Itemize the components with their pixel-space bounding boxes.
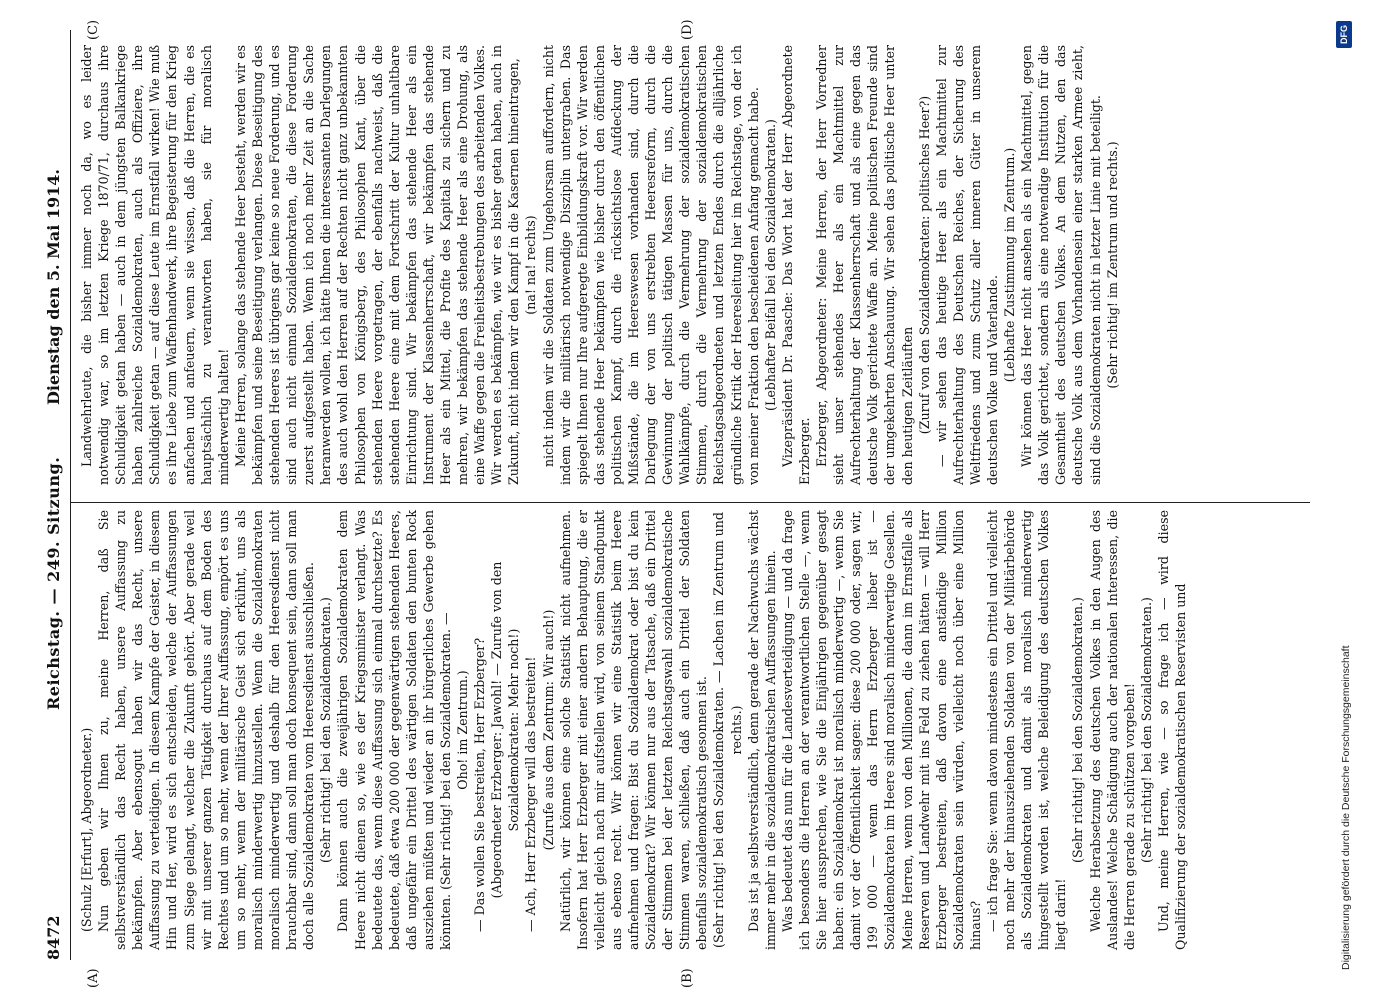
paragraph: nicht indem wir die Soldaten zum Ungehorsam auffordern, nicht indem wir die militärisch notwendige Disziplin untergraben. Das spiegelt Ihnen nur Ihre aufgeregte Einbildungskraft vor. Wir werden das stehende Heer bekämpfen wie bisher durch den öffentlichen politischen Kampf, durch die rücksichtslose Aufdeckung der Mißstände, die im Heereswesen vorhanden sind, durch die Darlegung der von uns erstrebten Heeresreform, durch die Gewinnung der politisch tätigen Massen für uns, durch die Wahlkämpfe, durch die Vermehrung der sozialdemokratischen Stimmen, durch die Vermehrung der sozialdemokratischen Reichstagsabgeordneten und letzten Endes durch die alljährliche gründliche Kritik der Heeresleitung hier im Reichstage, von der ich von meiner Fraktion den bescheidenen Anfang gemacht habe. — [540, 45, 761, 485]
interjection: (Lebhafter Beifall bei den Sozialdemokraten.) — [762, 119, 778, 411]
interjection: (Sehr richtig! im Zentrum und rechts.) — [1104, 141, 1120, 389]
text-column-right — [78, 45, 1121, 485]
margin-marker-c: (C) — [86, 19, 101, 40]
paragraph: Erzberger, Abgeordneter: Meine Herren, der Herr Vorredner sieht unser stehendes Heer als ein Machtmittel zur Aufrechterhaltung der Klassenherrschaft und als eine gegen das deutsche Volk gerichtete Waffe an. Meine politischen Freunde sind der umgekehrten Anschauung. Wir sehen das politische Heer unter den heutigen Zeitläuften — [814, 45, 915, 485]
paragraph: — Ach, Herr Erzberger will das bestreiten! — [523, 656, 539, 932]
column-divider — [70, 502, 1310, 503]
margin-marker-d: (D) — [680, 19, 695, 40]
paragraph: — wir sehen das heutige Heer als ein Machtmittel zur Aufrechterhaltung des Deutschen Reiches, der Sicherung des Weltfriedens und zum Schutz aller inneren Güter in unserem deutschen Volke und Vaterlande. — [933, 45, 1000, 485]
paragraph: Was bedeutet das nun für die Landesverteidigung — und da frage ich besonders die Herren an der verantwortlichen Stelle —, wenn Sie hier aussprechen, wie Sie die Einjährigen gegenüber gesagt haben: ein Sozialdemokrat ist moralisch minderwertig —, wenn Sie damit vor der Öffentlichkeit sagen: diese 200 000 oder, sagen wir, 199 000 — wenn das Herrn Erzberger lieber ist — Sozialdemokraten im Heere sind moralisch minderwertige Gesellen. Meine Herren, wenn von den Millionen, die dann im Ernstfalle als Reserven und Landwehr mit ins Feld zu ziehen hätten — will Herr Erzberger bestreiten, daß davon eine anständige Million Sozialdemokraten sein würden, vielleicht noch über eine Million hinaus? — [779, 510, 983, 950]
paragraph: Landwehrleute, die bisher immer noch da, wo es leider notwendig war, so im letzten Kriege 1870/71, durchaus ihre Schuldigkeit getan haben — auch in dem jüngsten Balkankriege haben zahlreiche Sozialdemokraten, auch als Offiziere, ihre Schuldigkeit getan — auf diese Leute im Ernstfall wirken! Wie muß es ihre Liebe zum Waffenhandwerk, ihre Begeisterung für den Krieg anfachen und anfeuern, wenn sie wissen, daß die Herren, die es hauptsächlich zu verantworten haben, sie für moralisch minderwertig halten! — [79, 45, 231, 485]
interjection: (Abgeordneter Erzberger: Jawohl! — Zurufe von den Sozialdemokraten: Mehr noch!) — [489, 561, 522, 899]
interjection: (Sehr richtig! bei den Sozialdemokraten.) — [318, 597, 334, 863]
interjection: (Zuruf von den Sozialdemokraten: politisches Heer?) — [916, 95, 932, 435]
paragraph: — Das wollen Sie bestreiten, Herr Erzberger? — [472, 637, 488, 932]
interjection: Oho! im Zentrum.) — [455, 670, 471, 790]
paragraph: — ich frage Sie: wenn davon mindestens ein Drittel und vielleicht noch mehr der hinausziehenden Soldaten von der Militärbehörde als Sozialdemokraten und damit als moralisch minderwertig hingestellt worden ist, welche Beleidigung des deutschen Volkes liegt darin! — [984, 510, 1069, 950]
interjection: (Sehr richtig! bei den Sozialdemokraten.) — [1138, 597, 1154, 863]
page-header — [38, 30, 68, 960]
interjection: (na! na! rechts) — [523, 215, 539, 315]
paragraph: Dann können auch die zweijährigen Sozialdemokraten dem Heere nicht dienen so, wie es der Kriegsminister verlangt. Was bedeutete das, wenn diese Auffassung sich einmal durchsetzte? Es bedeutete, daß etwa 200 000 der gegenwärtigen stehenden Heeres, daß ungefähr ein Drittel des wärtigen Soldaten den bunten Rock ausziehen müßten und wieder an ihr bürgerliches Gewerbe gehen könnten. (Sehr richtig! bei den Sozialdemokraten. — — [335, 510, 453, 950]
dfg-logo: DFG — [1336, 21, 1352, 48]
margin-marker-b: (B) — [680, 968, 695, 988]
interjection: (Lebhafte Zustimmung im Zentrum.) — [1002, 147, 1018, 383]
paragraph: Nun geben wir Ihnen zu, meine Herren, daß Sie selbstverständlich das Recht haben, unsere Auffassung zu bekämpfen. Aber ebensogut haben wir das Recht, unsere Auffassung zu verteidigen. In diesem Kampfe der Geister, in diesem Hin und Her, wird es sich entscheiden, welche der Auffassungen zum Siege gelangt, welcher die Zukunft gehört. Aber gerade weil wir mit unserer ganzen Tätigkeit durchaus auf dem Boden des Rechtes und um so mehr, wenn der Ihrer Auffassung, empört es uns um so mehr, wenn der militärische Geist sich erkühnt, uns als moralisch minderwertig hinzustellen. Wenn die Sozialdemokraten moralisch minderwertig und deshalb für den Heeresdienst nicht brauchbar sind, dann soll man doch konsequent sein, dann soll man doch alle Sozialdemokraten vom Heeresdienst ausschließen. — [96, 510, 317, 950]
paragraph: Und, meine Herren, wie — so frage ich — wird diese Qualifizierung der sozialdemokratischen Reservisten und — [1155, 510, 1188, 950]
digitization-credit: Digitalisierung gefördert durch die Deutsche Forschungsgemeinschaft — [1340, 645, 1352, 970]
paragraph: Welche Herabsetzung des deutschen Volkes in den Augen des Auslandes! Welche Schädigung auch der nationalen Interessen, die die Herren gerade zu schützen vorgeben! — [1087, 510, 1137, 950]
interjection: (Zurufe aus dem Zentrum: Wir auch!) — [540, 609, 556, 851]
paragraph: Das ist ja selbstverständlich, denn gerade der Nachwuchs wächst immer mehr in die sozialdemokratischen Auffassungen hinein. — [745, 510, 778, 950]
paragraph: Natürlich, wir können eine solche Statistik nicht aufnehmen. Insofern hat Herr Erzberger mit einer andern Behauptung, die er vielleicht gleich nach mir aufstellen wird, von seinem Standpunkt aus ebenso recht. Wir können wir eine Statistik beim Heere aufnehmen und fragen: Bist du Sozialdemokrat oder bist du kein Sozialdemokrat? Wir können nur aus der Tatsache, daß ein Drittel der Stimmen bei der letzten Reichstagswahl sozialdemokratische Stimmen waren, schließen, daß auch ein Drittel der Soldaten ebenfalls sozialdemokratisch gesonnen ist. — [557, 510, 710, 950]
paragraph: Meine Herren, solange das stehende Heer besteht, werden wir es bekämpfen und seine Beseitigung verlangen. Diese Beseitigung des stehenden Heeres ist übrigens gar keine so neue Forderung, und es sind auch nicht einmal Sozialdemokraten, die diese Forderung zuerst aufgestellt haben. Wenn ich noch mehr Zeit an die Sache heranwerden wollen, ich hätte Ihnen die interessanten Darlegungen des auch wohl den Herren auf der Rechten nicht ganz unbekannten Philosophen von Königsberg, des Philosophen Kant, über die stehenden Heere vorgetragen, der ebenfalls nachweist, daß die stehenden Heere eine mit dem Fortschritt der Kultur unhaltbare Einrichtung sind. Wir bekämpfen das stehende Heer als ein Instrument der Klassenherrschaft, wir bekämpfen das stehende Heer als ein Mittel, die Profite des Kapitals zu sichern und zu mehren, wir bekämpfen das stehende Heer als eine Drohung, als eine Waffe gegen die Freiheitsbestrebungen des arbeitenden Volkes. Wir werden es bekämpfen, wie wir es bisher getan haben, auch in Zukunft, nicht indem wir den Kampf in die Kasernen hineintragen, — [232, 45, 522, 485]
page-title: Reichstag. — 249. Sitzung. — [44, 456, 63, 710]
interjection: (Sehr richtig! bei den Sozialdemokraten. — Lachen im Zentrum und rechts.) — [711, 512, 744, 948]
paragraph: Wir können das Heer nicht ansehen als ein Machtmittel, gegen das Volk gerichtet, sondern als eine notwendige Institution für die Gesamtheit des deutschen Volkes. An dem Nutzen, den das deutsche Volk aus dem Vorhandensein einer starken Armee zieht, sind die Sozialdemokraten nicht in letzter Linie mit beteiligt. — [1019, 45, 1103, 485]
text-column-left — [78, 510, 1189, 950]
page-date: Dienstag den 5. Mai 1914. — [44, 169, 63, 405]
margin-marker-a: (A) — [86, 968, 101, 988]
paragraph: (Schulz [Erfurt], Abgeordneter.) — [79, 727, 94, 932]
page-number: 8472 — [44, 915, 63, 960]
header-rule — [70, 30, 71, 960]
paragraph: Vizepräsident Dr. Paasche: Das Wort hat der Herr Abgeordnete Erzberger. — [779, 45, 812, 485]
interjection: (Sehr richtig! bei den Sozialdemokraten.) — [1070, 597, 1086, 863]
